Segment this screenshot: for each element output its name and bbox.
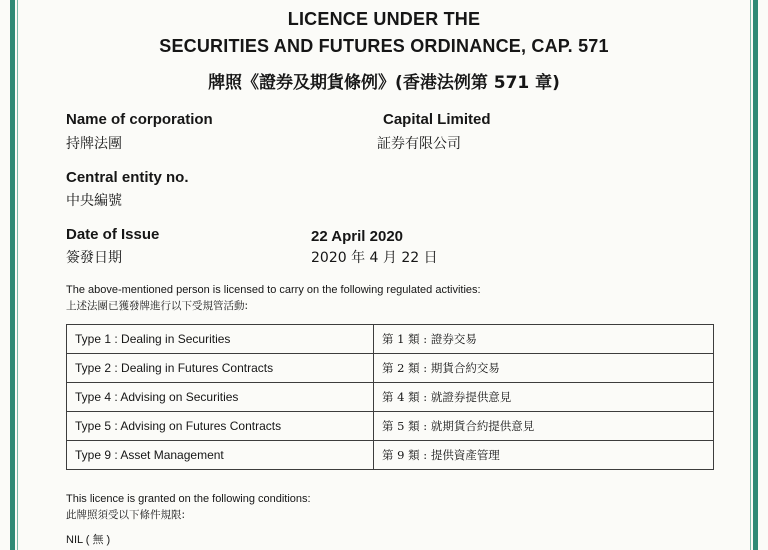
table-row (67, 354, 714, 383)
activity-zh-cell: 第 1 類 : 證券交易 (374, 325, 714, 354)
activities-intro-zh: 上述法團已獲發牌進行以下受規管活動: (66, 300, 249, 312)
activity-zh-cell: 第 4 類 : 就證券提供意見 (374, 383, 714, 412)
regulated-activities-table (66, 324, 714, 470)
table-row (67, 441, 714, 470)
activity-zh-cell: 第 9 類 : 提供資產管理 (374, 441, 714, 470)
central-entity-label-en: Central entity no. (66, 169, 189, 186)
title-line-chinese: 牌照《證券及期貨條例》(香港法例第 571 章) (208, 73, 560, 93)
corporation-label-en: Name of corporation (66, 111, 213, 128)
corporation-label-zh: 持牌法團 (66, 136, 122, 152)
title-line-2: SECURITIES AND FUTURES ORDINANCE, CAP. 571 (159, 36, 609, 56)
date-of-issue-label-zh: 簽發日期 (66, 250, 122, 266)
title-line-1: LICENCE UNDER THE (287, 9, 481, 29)
corporation-value-en: Capital Limited (383, 111, 491, 128)
conditions-value: NIL ( 無 ) (66, 534, 111, 546)
table-row (67, 383, 714, 412)
activity-en-cell: Type 4 : Advising on Securities (67, 383, 374, 412)
activity-zh-cell: 第 5 類 : 就期貨合約提供意見 (374, 412, 714, 441)
table-row (67, 412, 714, 441)
date-of-issue-value-en: 22 April 2020 (311, 228, 403, 245)
activity-en-cell: Type 9 : Asset Management (67, 441, 374, 470)
activity-en-cell: Type 5 : Advising on Futures Contracts (67, 412, 374, 441)
corporation-value-zh: 証券有限公司 (377, 136, 461, 152)
date-of-issue-value-zh: 2020 年 4 月 22 日 (311, 250, 438, 266)
conditions-intro-en: This licence is granted on the following conditions: (66, 493, 311, 505)
activity-en-cell: Type 1 : Dealing in Securities (67, 325, 374, 354)
conditions-intro-zh: 此牌照須受以下條件規限: (66, 509, 186, 521)
date-of-issue-label-en: Date of Issue (66, 226, 160, 243)
central-entity-label-zh: 中央編號 (66, 193, 122, 209)
activity-zh-cell: 第 2 類 : 期貨合約交易 (374, 354, 714, 383)
activity-en-cell: Type 2 : Dealing in Futures Contracts (67, 354, 374, 383)
activities-intro-en: The above-mentioned person is licensed to carry on the following regulated activities: (66, 284, 481, 296)
table-row (67, 325, 714, 354)
